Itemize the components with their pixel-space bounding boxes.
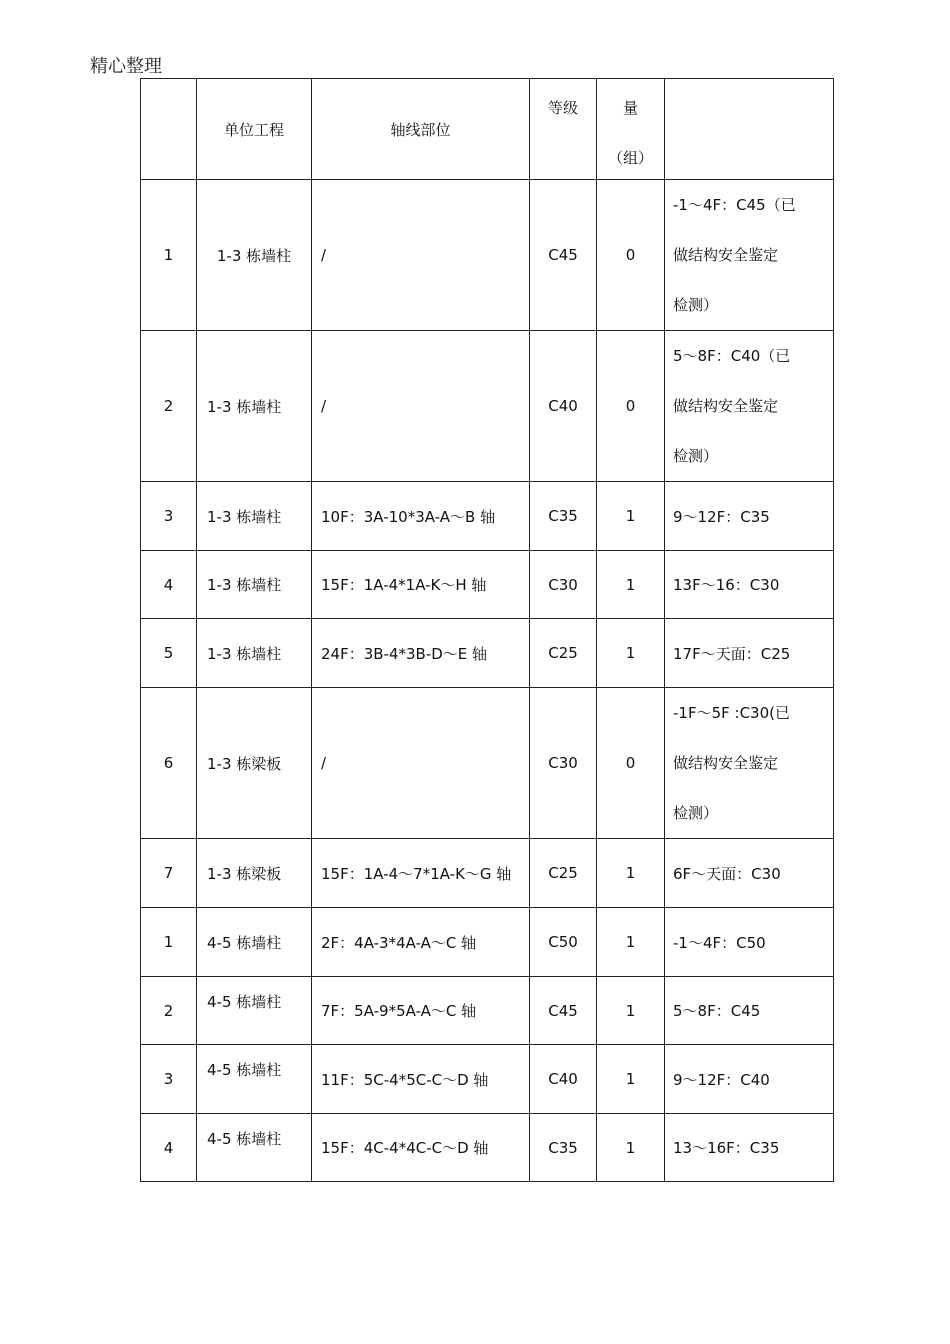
row-note-line: 做结构安全鉴定	[673, 754, 779, 772]
row-project: 4-5 栋墙柱	[197, 1114, 312, 1182]
table-row	[141, 1114, 834, 1182]
row-index: 1	[141, 908, 197, 977]
row-grade: C25	[530, 619, 597, 688]
table-row	[141, 1045, 834, 1114]
row-note	[665, 1045, 834, 1114]
table-row	[141, 908, 834, 977]
row-note	[665, 688, 834, 839]
header-qty-line2: （组）	[607, 149, 653, 167]
row-axis: /	[312, 180, 530, 331]
row-axis: /	[312, 331, 530, 482]
row-note	[665, 839, 834, 908]
row-project: 1-3 栋梁板	[197, 839, 312, 908]
row-qty: 1	[597, 977, 665, 1045]
row-note	[665, 551, 834, 619]
row-project: 1-3 栋墙柱	[197, 551, 312, 619]
row-note	[665, 180, 834, 331]
table-row	[141, 688, 834, 839]
row-note-line: 检测）	[673, 296, 719, 314]
row-note-line: 9～12F：C40	[673, 1070, 770, 1089]
header-qty	[597, 79, 665, 180]
header-note-cell	[665, 79, 834, 180]
row-note-line: 5～8F：C45	[673, 1002, 761, 1020]
row-qty: 1	[597, 619, 665, 688]
row-qty: 1	[597, 908, 665, 977]
row-note-line: 17F～天面：C25	[673, 644, 791, 663]
row-axis: 2F：4A-3*4A-A～C 轴	[312, 908, 530, 977]
row-grade: C30	[530, 551, 597, 619]
row-axis: 10F：3A-10*3A-A～B 轴	[312, 482, 530, 551]
row-note-line: 检测）	[673, 447, 719, 465]
row-axis: 15F：4C-4*4C-C～D 轴	[312, 1114, 530, 1182]
row-project: 1-3 栋梁板	[197, 688, 312, 839]
row-project: 1-3 栋墙柱	[197, 482, 312, 551]
row-qty: 0	[597, 688, 665, 839]
row-index: 4	[141, 1114, 197, 1182]
row-qty: 1	[597, 551, 665, 619]
header-index-cell	[141, 79, 197, 180]
row-project: 1-3 栋墙柱	[197, 180, 312, 331]
row-qty: 1	[597, 482, 665, 551]
table-row	[141, 482, 834, 551]
row-note-line: -1～4F：C45（已	[673, 196, 796, 214]
row-index: 4	[141, 551, 197, 619]
row-project: 4-5 栋墙柱	[197, 1045, 312, 1114]
row-qty: 0	[597, 331, 665, 482]
row-note-line: 5～8F：C40（已	[673, 347, 791, 365]
table-row	[141, 180, 834, 331]
row-qty: 0	[597, 180, 665, 331]
row-qty: 1	[597, 839, 665, 908]
row-note	[665, 977, 834, 1045]
table-header-row	[141, 79, 834, 180]
row-axis: 11F：5C-4*5C-C～D 轴	[312, 1045, 530, 1114]
table-row	[141, 551, 834, 619]
table-row	[141, 977, 834, 1045]
row-axis: 24F：3B-4*3B-D～E 轴	[312, 619, 530, 688]
row-qty: 1	[597, 1114, 665, 1182]
row-note-line: 做结构安全鉴定	[673, 246, 779, 264]
row-index: 3	[141, 1045, 197, 1114]
header-axis: 轴线部位	[312, 79, 530, 180]
row-qty: 1	[597, 1045, 665, 1114]
row-note-line: -1～4F：C50	[673, 933, 766, 952]
row-axis: 15F：1A-4*1A-K～H 轴	[312, 551, 530, 619]
header-project: 单位工程	[197, 79, 312, 180]
row-index: 5	[141, 619, 197, 688]
row-project: 4-5 栋墙柱	[197, 977, 312, 1045]
row-note-line: 做结构安全鉴定	[673, 397, 779, 415]
row-grade: C25	[530, 839, 597, 908]
row-index: 7	[141, 839, 197, 908]
row-index: 2	[141, 331, 197, 482]
row-grade: C40	[530, 1045, 597, 1114]
row-note-line: 6F～天面：C30	[673, 864, 781, 883]
row-grade: C35	[530, 1114, 597, 1182]
row-axis: 7F：5A-9*5A-A～C 轴	[312, 977, 530, 1045]
table-row	[141, 331, 834, 482]
row-index: 3	[141, 482, 197, 551]
row-grade: C35	[530, 482, 597, 551]
row-note-line: 13～16F：C35	[673, 1139, 780, 1157]
row-axis: /	[312, 688, 530, 839]
row-grade: C30	[530, 688, 597, 839]
inspection-table	[140, 78, 834, 1182]
row-index: 1	[141, 180, 197, 331]
header-qty-line1: 量	[622, 99, 638, 117]
row-project: 1-3 栋墙柱	[197, 619, 312, 688]
row-project: 1-3 栋墙柱	[197, 331, 312, 482]
page-header-note: 精心整理	[90, 56, 162, 77]
table-row	[141, 619, 834, 688]
table-row	[141, 839, 834, 908]
row-grade: C40	[530, 331, 597, 482]
row-note	[665, 1114, 834, 1182]
row-note	[665, 331, 834, 482]
row-index: 2	[141, 977, 197, 1045]
row-grade: C45	[530, 977, 597, 1045]
row-axis: 15F：1A-4～7*1A-K～G 轴	[312, 839, 530, 908]
row-note-line: 9～12F：C35	[673, 507, 770, 526]
row-project: 4-5 栋墙柱	[197, 908, 312, 977]
row-note-line: 检测）	[673, 804, 719, 822]
row-note	[665, 482, 834, 551]
row-grade: C45	[530, 180, 597, 331]
header-grade: 等级	[530, 79, 597, 180]
row-index: 6	[141, 688, 197, 839]
row-note	[665, 908, 834, 977]
row-note-line: -1F～5F :C30(已	[673, 704, 790, 722]
row-note-line: 13F～16：C30	[673, 576, 780, 594]
row-note	[665, 619, 834, 688]
row-grade: C50	[530, 908, 597, 977]
